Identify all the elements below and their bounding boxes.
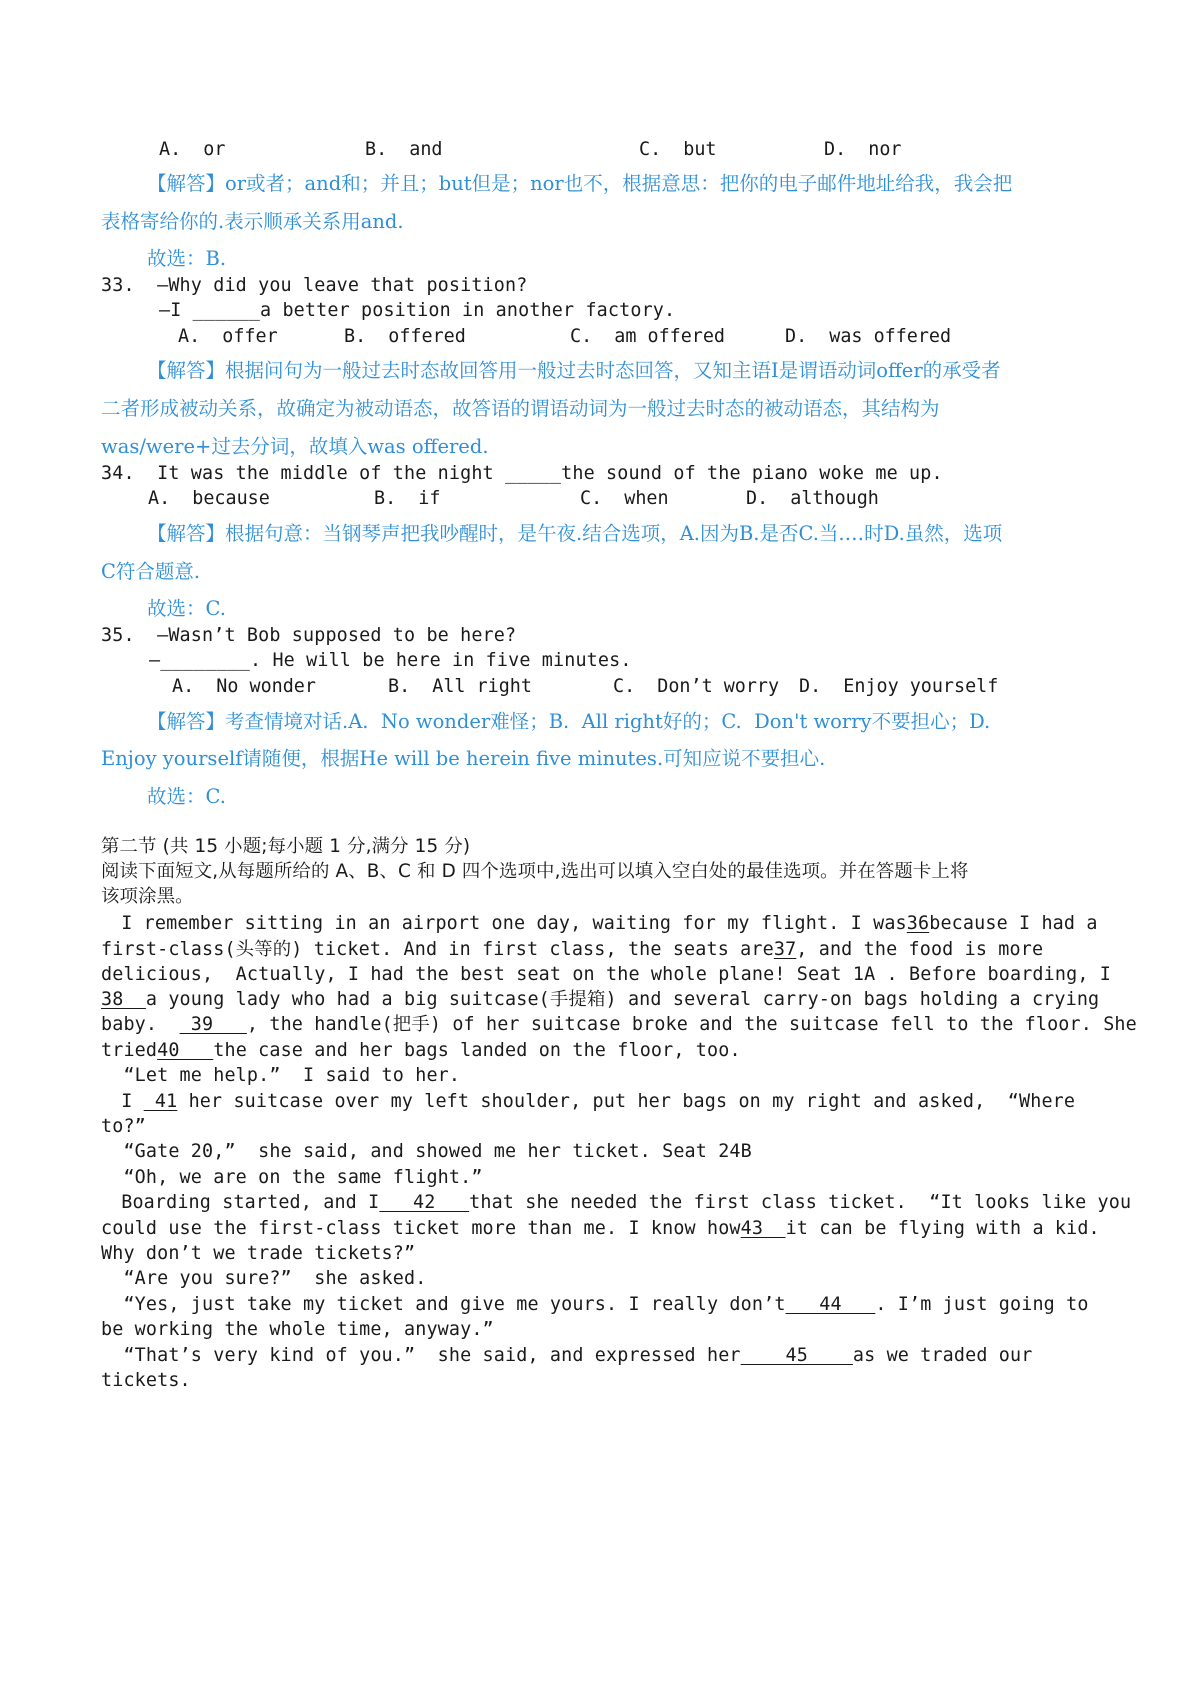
blank-39: 39	[179, 1014, 247, 1035]
passage-line: delicious, Actually, I had the best seat on the whole plane! Seat 1A . Before boarding, I	[101, 964, 1111, 985]
option-b: B. All right	[388, 676, 532, 697]
question-35-prompt: 35. —Wasn’t Bob supposed to be here?	[101, 625, 517, 646]
option-b: B. and	[365, 139, 443, 160]
answer-blank: ________	[160, 650, 251, 671]
passage-line: be working the whole time, anyway.”	[101, 1319, 494, 1340]
passage-text: , and the food is more	[796, 939, 1044, 960]
option-b: B. offered	[344, 326, 466, 347]
passage-line	[101, 1217, 1100, 1241]
passage-line: “Are you sure?” she asked.	[101, 1268, 427, 1289]
prompt-text: the sound of the piano woke me up.	[561, 463, 943, 484]
analysis-text: was/were+过去分词，故填入was offered.	[101, 435, 489, 458]
option-d: D. Enjoy yourself	[799, 676, 999, 697]
passage-line	[101, 938, 1043, 962]
passage-text: “Yes, just take my ticket and give me yours. I really don’t	[101, 1294, 786, 1315]
answer-blank: ______	[192, 300, 261, 321]
reply-text: —I	[159, 300, 193, 321]
passage-text: her suitcase over my left shoulder, put her bags on my right and asked, “Where	[177, 1091, 1076, 1112]
passage-line	[101, 1293, 1089, 1317]
question-35-reply	[149, 649, 632, 673]
passage-line: “Let me help.” I said to her.	[101, 1065, 461, 1086]
question-33-reply	[159, 299, 675, 323]
passage-text: . I’m just going to	[875, 1294, 1089, 1315]
option-a: A. offer	[178, 326, 278, 347]
answer-blank: _____	[505, 463, 562, 484]
passage-line: “Oh, we are on the same flight.”	[101, 1167, 483, 1188]
option-d: D. although	[746, 488, 879, 509]
passage-line: to?”	[101, 1116, 146, 1137]
option-d: D. was offered	[785, 326, 952, 347]
passage-line	[101, 1039, 741, 1063]
passage-line: “Gate 20,” she said, and showed me her ticket. Seat 24B	[101, 1141, 752, 1162]
passage-text: I	[110, 1091, 144, 1112]
passage-line	[110, 912, 1098, 936]
answer-text: 故选：C.	[147, 597, 226, 620]
passage-text: it can be flying with a kid.	[785, 1218, 1100, 1239]
passage-line	[101, 1013, 1137, 1037]
analysis-text: 【解答】or或者；and和；并且；but但是；nor也不，根据意思：把你的电子邮件地址给我，我会把	[147, 172, 1013, 195]
blank-43: 43	[740, 1218, 786, 1239]
blank-38: 38	[101, 989, 146, 1010]
passage-text: the case and her bags landed on the floor, too.	[213, 1040, 741, 1061]
analysis-text: 【解答】考查情境对话.A. No wonder难怪；B. All right好的；C. Don't worry不要担心；D.	[147, 710, 991, 733]
section-instruction: 阅读下面短文,从每题所给的 A、B、C 和 D 四个选项中,选出可以填入空白处的最佳选项。并在答题卡上将	[101, 861, 969, 882]
passage-text: I remember sitting in an airport one day, waiting for my flight. I was	[110, 913, 907, 934]
prompt-text: 34. It was the middle of the night	[101, 463, 505, 484]
passage-text: could use the first-class ticket more than me. I know how	[101, 1218, 741, 1239]
blank-44: 44	[785, 1294, 876, 1315]
option-c: C. but	[639, 139, 717, 160]
reply-text: . He will be here in five minutes.	[250, 650, 632, 671]
passage-line	[110, 1191, 1131, 1215]
answer-text: 故选：C.	[147, 785, 226, 808]
question-34-prompt	[101, 462, 943, 486]
question-33-prompt: 33. —Why did you leave that position?	[101, 275, 528, 296]
passage-line	[101, 988, 1099, 1012]
blank-37: 37	[773, 939, 797, 960]
section-instruction: 该项涂黑。	[101, 886, 194, 907]
option-a: A. or	[159, 139, 226, 160]
section-heading: 第二节 (共 15 小题;每小题 1 分,满分 15 分)	[101, 836, 471, 857]
option-a: A. No wonder	[172, 676, 316, 697]
reply-text: a better position in another factory.	[260, 300, 676, 321]
reply-text: —	[149, 650, 161, 671]
blank-40: 40	[157, 1040, 214, 1061]
passage-text: tried	[101, 1040, 158, 1061]
analysis-text: 【解答】根据问句为一般过去时态故回答用一般过去时态回答，又知主语I是谓语动词offer的承受者	[147, 359, 1001, 382]
passage-text: Boarding started, and I	[110, 1192, 380, 1213]
analysis-text: 表格寄给你的.表示顺承关系用and.	[101, 210, 404, 233]
analysis-text: 【解答】根据句意：当钢琴声把我吵醒时，是午夜.结合选项，A.因为B.是否C.当.…时D.虽然，选项	[147, 522, 1003, 545]
option-c: C. Don’t worry	[613, 676, 780, 697]
passage-line	[101, 1344, 1032, 1368]
passage-text: first-class(头等的) ticket. And in first class, the seats are	[101, 939, 774, 960]
blank-42: 42	[379, 1192, 470, 1213]
answer-text: 故选：B.	[147, 247, 227, 270]
passage-line: Why don’t we trade tickets?”	[101, 1243, 416, 1264]
passage-text: a young lady who had a big suitcase(手提箱) and several carry-on bags holding a crying	[145, 989, 1100, 1010]
passage-text: , the handle(把手) of her suitcase broke and the suitcase fell to the floor. She	[246, 1014, 1137, 1035]
passage-text: baby.	[101, 1014, 180, 1035]
option-a: A. because	[148, 488, 270, 509]
passage-text: because I had a	[929, 913, 1098, 934]
option-b: B. if	[374, 488, 441, 509]
option-c: C. when	[580, 488, 669, 509]
passage-text: “That’s very kind of you.” she said, and expressed her	[101, 1345, 741, 1366]
blank-45: 45	[740, 1345, 853, 1366]
passage-text: as we traded our	[852, 1345, 1033, 1366]
passage-line	[110, 1090, 1075, 1114]
blank-41: 41	[143, 1091, 178, 1112]
blank-36: 36	[906, 913, 930, 934]
passage-line: tickets.	[101, 1370, 191, 1391]
analysis-text: 二者形成被动关系，故确定为被动语态，故答语的谓语动词为一般过去时态的被动语态，其结构为	[101, 397, 940, 420]
option-c: C. am offered	[570, 326, 726, 347]
analysis-text: C符合题意.	[101, 560, 201, 583]
analysis-text: Enjoy yourself请随便，根据He will be herein five minutes.可知应说不要担心.	[101, 747, 826, 770]
option-d: D. nor	[824, 139, 902, 160]
passage-text: that she needed the first class ticket. “It looks like you	[469, 1192, 1132, 1213]
